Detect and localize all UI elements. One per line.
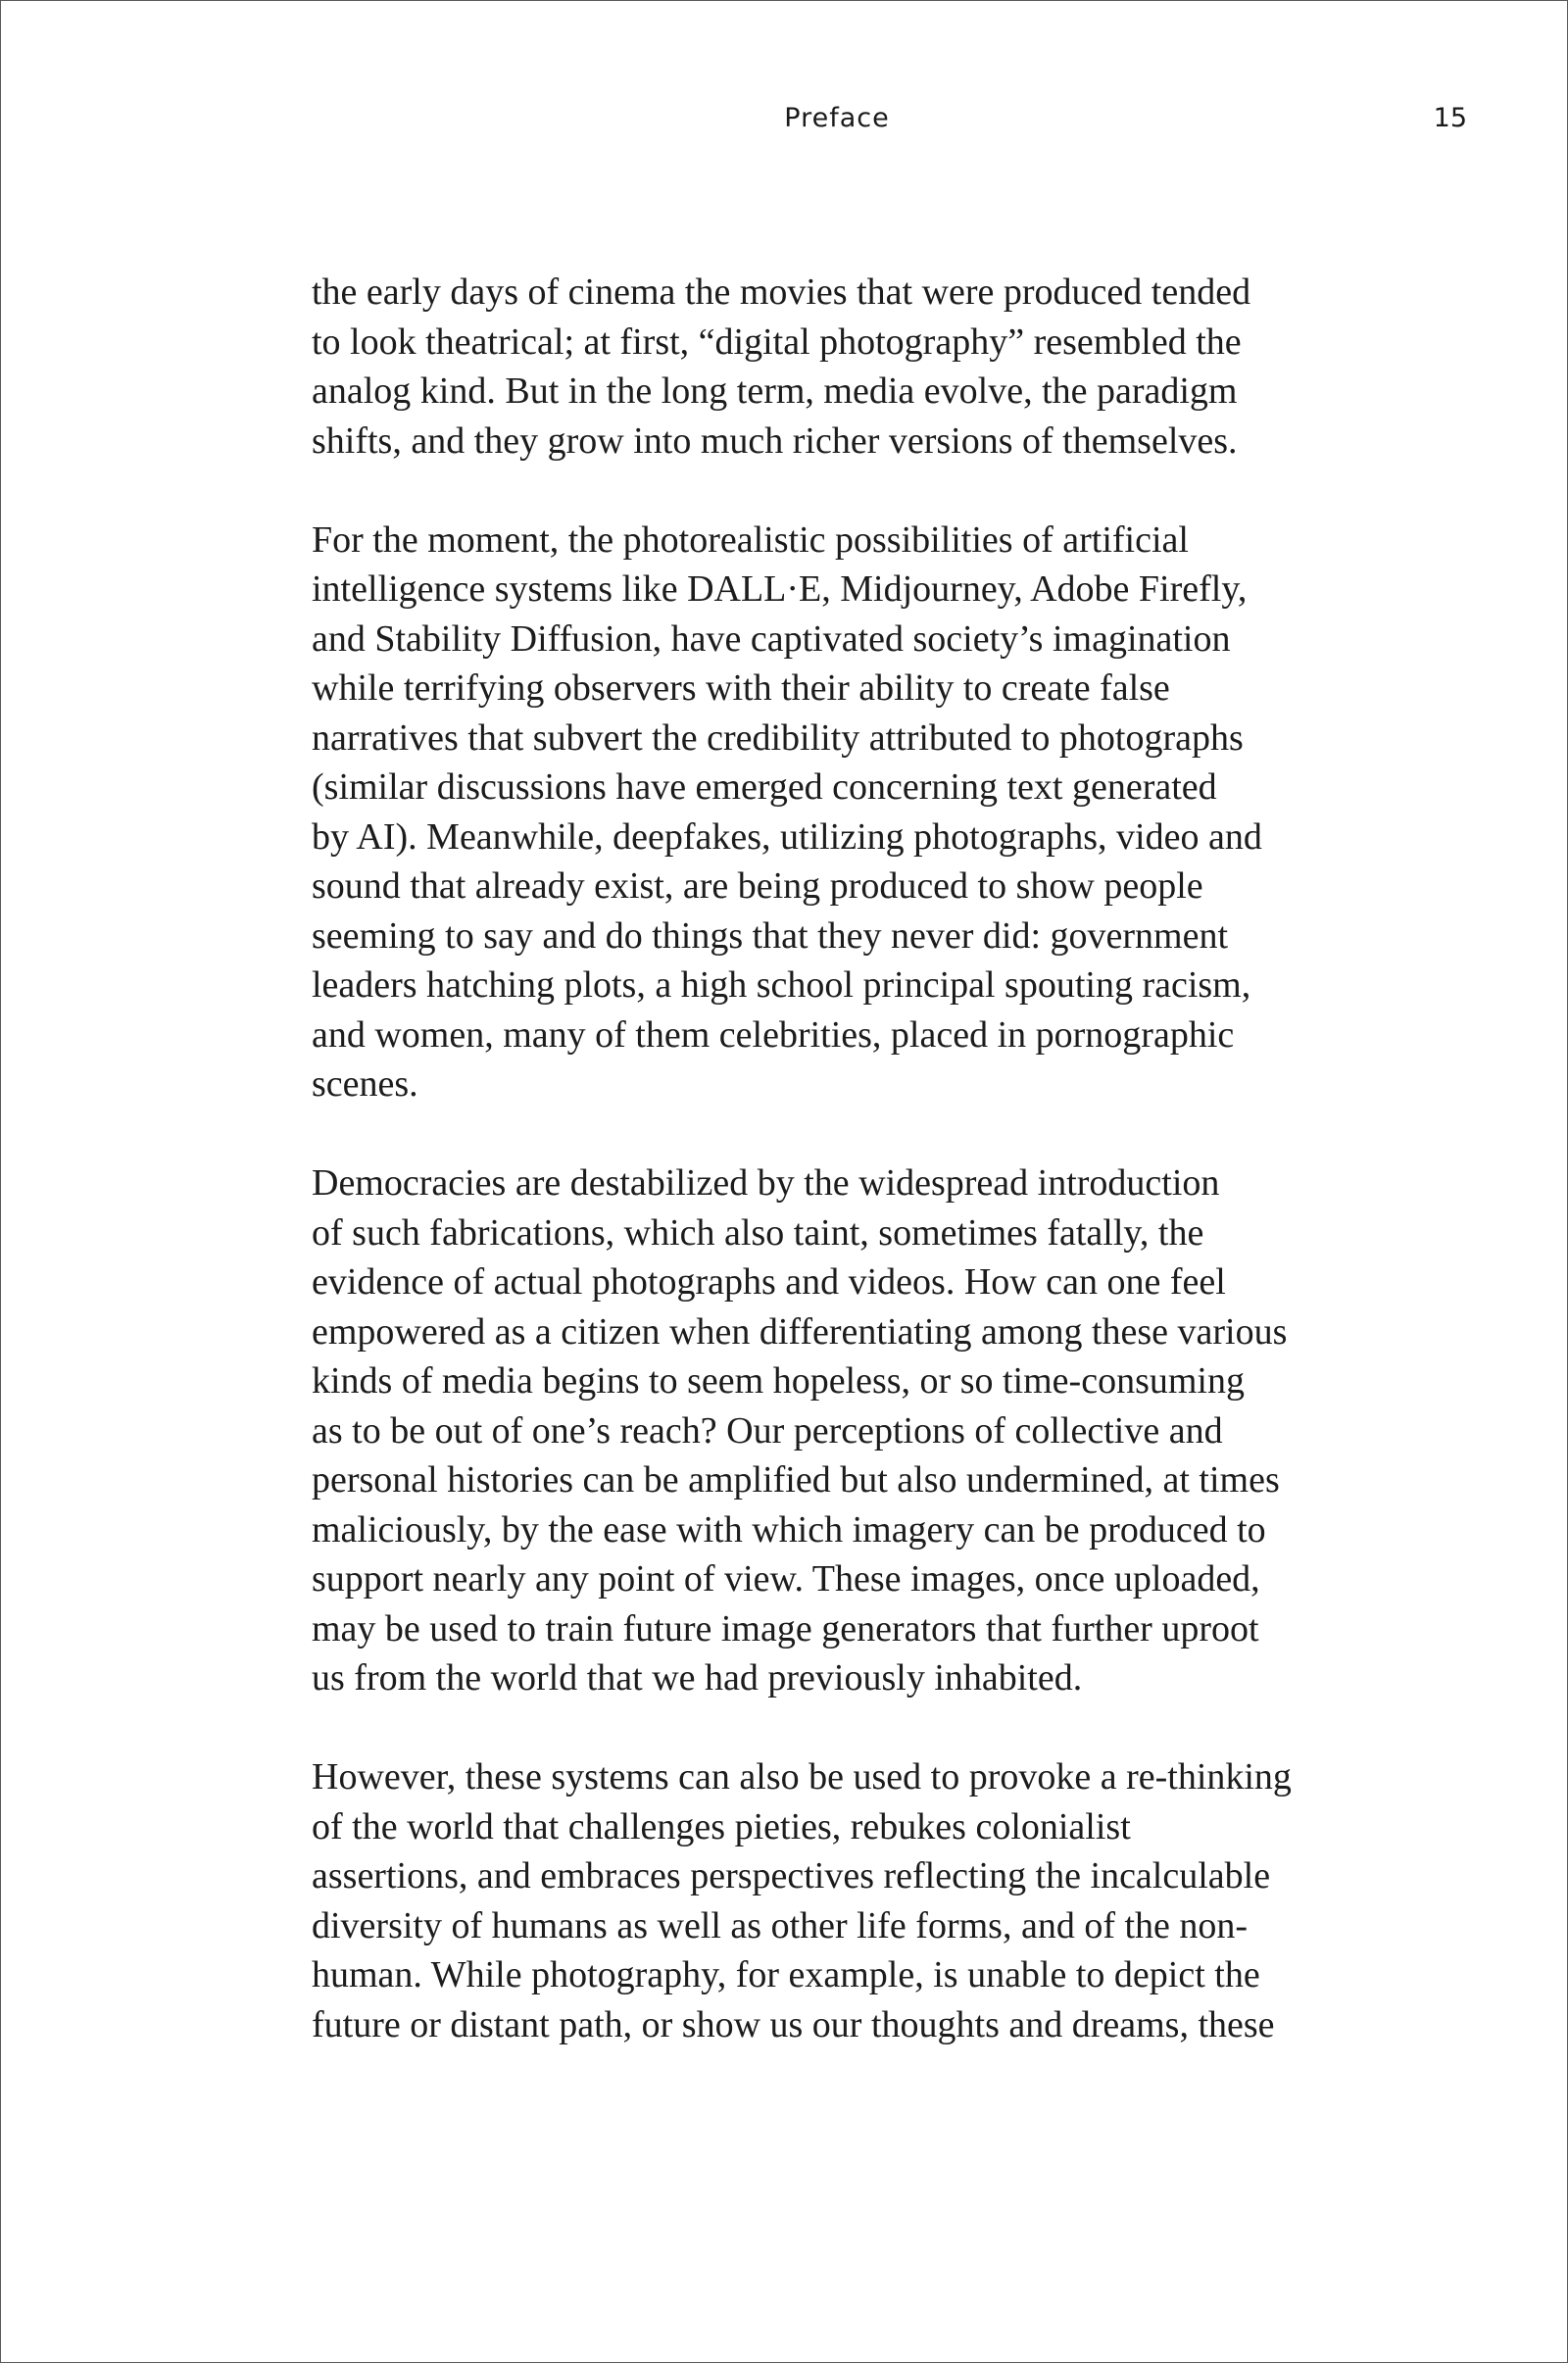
text-line: empowered as a citizen when differentiating among these various	[312, 1310, 1288, 1353]
text-line: evidence of actual photographs and videos. How can one feel	[312, 1261, 1226, 1303]
text-line: as to be out of one’s reach? Our perceptions of collective and	[312, 1409, 1223, 1452]
text-line: sound that already exist, are being produced to show people	[312, 865, 1203, 907]
text-line: future or distant path, or show us our thoughts and dreams, these	[312, 2003, 1275, 2045]
text-line: shifts, and they grow into much richer versions of themselves.	[312, 419, 1238, 462]
text-line: and women, many of them celebrities, placed in pornographic	[312, 1013, 1235, 1056]
text-line: while terrifying observers with their ability to create false	[312, 667, 1170, 709]
text-line: us from the world that we had previously inhabited.	[312, 1657, 1083, 1698]
running-title: Preface	[784, 103, 890, 133]
text-line: assertions, and embraces perspectives reflecting the incalculable	[312, 1855, 1271, 1896]
text-line: leaders hatching plots, a high school principal spouting racism,	[312, 964, 1251, 1006]
text-line: and Stability Diffusion, have captivated society’s imagination	[312, 617, 1231, 660]
body-text	[312, 268, 1370, 2099]
text-line: narratives that subvert the credibility attributed to photographs	[312, 716, 1244, 759]
text-line: of the world that challenges pieties, rebukes colonialist	[312, 1805, 1131, 1847]
text-line: may be used to train future image generators that further uproot	[312, 1607, 1259, 1649]
text-line: seeming to say and do things that they never did: government	[312, 914, 1229, 957]
text-line: by AI). Meanwhile, deepfakes, utilizing photographs, video and	[312, 815, 1262, 858]
text-line: kinds of media begins to seem hopeless, or so time-consuming	[312, 1360, 1245, 1402]
paragraph-2	[312, 516, 1370, 1109]
text-line: scenes.	[312, 1063, 418, 1105]
text-line: (similar discussions have emerged concerning text generated	[312, 766, 1217, 808]
running-head	[1, 99, 1567, 138]
text-line: support nearly any point of view. These images, once uploaded,	[312, 1558, 1260, 1600]
text-line: diversity of humans as well as other life forms, and of the non-	[312, 1904, 1249, 1946]
text-line: of such fabrications, which also taint, sometimes fatally, the	[312, 1211, 1204, 1254]
text-line: analog kind. But in the long term, media evolve, the paradigm	[312, 370, 1238, 412]
page-number: 15	[1433, 103, 1467, 133]
paragraph-3	[312, 1158, 1370, 1703]
text-line: intelligence systems like DALL·E, Midjourney, Adobe Firefly,	[312, 568, 1248, 610]
text-line: personal histories can be amplified but also undermined, at times	[312, 1459, 1280, 1501]
text-line: Democracies are destabilized by the widespread introduction	[312, 1162, 1220, 1204]
text-line: However, these systems can also be used to provoke a re-thinking	[312, 1756, 1292, 1797]
text-line: the early days of cinema the movies that were produced tended	[312, 271, 1251, 313]
text-line: For the moment, the photorealistic possibilities of artificial	[312, 518, 1189, 561]
text-line: to look theatrical; at first, “digital photography” resembled the	[312, 320, 1242, 363]
paragraph-4	[312, 1752, 1370, 2049]
text-line: human. While photography, for example, is unable to depict the	[312, 1954, 1260, 1995]
text-line: maliciously, by the ease with which imagery can be produced to	[312, 1508, 1266, 1551]
paragraph-1	[312, 268, 1370, 466]
